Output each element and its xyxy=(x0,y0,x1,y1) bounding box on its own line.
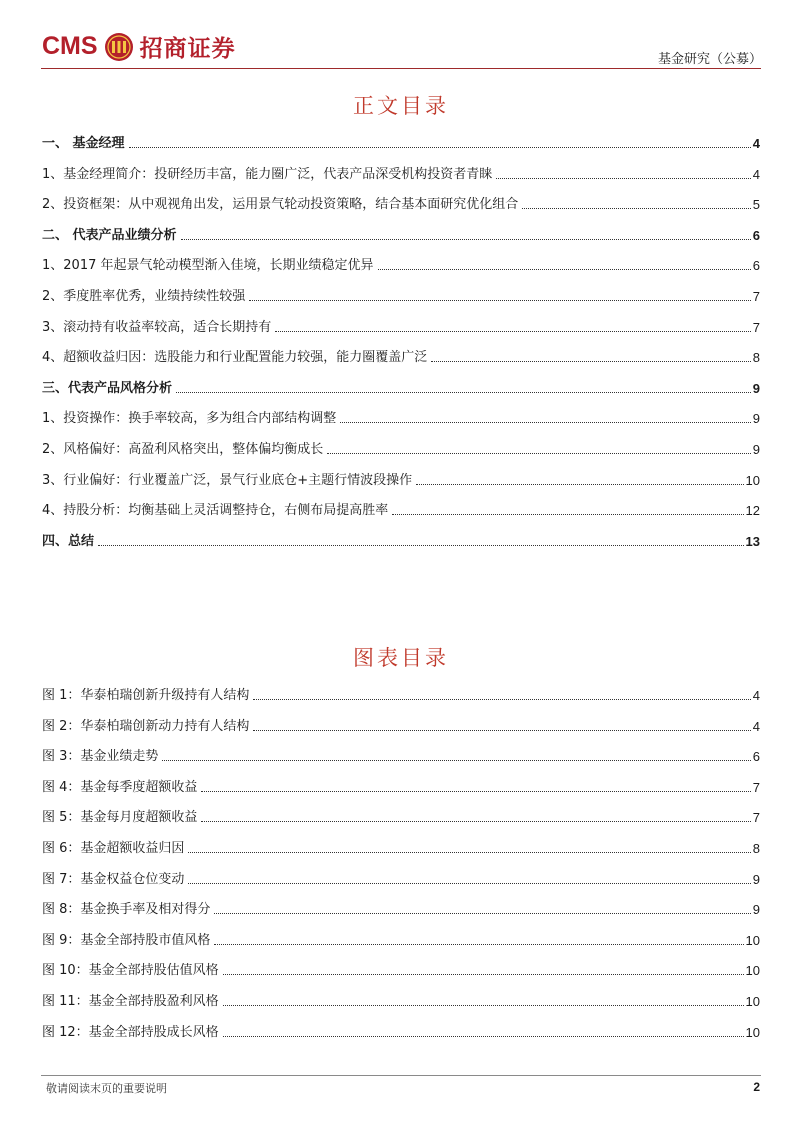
footer-divider xyxy=(41,1075,761,1076)
toc-entry-label: 图 10：基金全部持股估值风格 xyxy=(42,963,219,979)
toc-leader-dots xyxy=(176,392,751,393)
toc-entry-label: 图 3：基金业绩走势 xyxy=(42,749,159,765)
toc-entry-page: 4 xyxy=(752,688,760,703)
toc-entry-page: 5 xyxy=(752,197,760,213)
toc-entry-label: 图 1：华泰柏瑞创新升级持有人结构 xyxy=(42,688,250,703)
report-category: 基金研究（公募） xyxy=(657,52,762,67)
company-logo xyxy=(42,30,236,63)
footer-disclaimer: 敬请阅读末页的重要说明 xyxy=(46,1082,167,1095)
toc-entry[interactable] xyxy=(42,438,760,458)
toc-entry[interactable] xyxy=(42,990,760,1010)
toc-entry-label: 图 11：基金全部持股盈利风格 xyxy=(42,994,219,1009)
toc-entry-page: 7 xyxy=(752,810,760,826)
toc-entry[interactable] xyxy=(42,193,760,213)
toc-entry-page: 6 xyxy=(752,258,760,274)
toc-leader-dots xyxy=(392,514,743,515)
toc-leader-dots xyxy=(253,730,750,731)
toc-entry[interactable] xyxy=(42,377,760,397)
toc-leader-dots xyxy=(181,239,751,240)
toc-entry[interactable] xyxy=(42,868,760,888)
toc-entry-label: 图 12：基金全部持股成长风格 xyxy=(42,1024,219,1040)
toc-entry-label: 1、投资操作：换手率较高，多为组合内部结构调整 xyxy=(42,411,337,427)
toc-leader-dots xyxy=(98,545,744,546)
toc-entry[interactable] xyxy=(42,316,760,336)
toc-figures-title: 图表目录 xyxy=(353,646,449,670)
toc-entry-label: 1、2017 年起景气轮动模型渐入佳境，长期业绩稳定优异 xyxy=(42,258,374,274)
page-number: 2 xyxy=(753,1080,760,1094)
toc-entry-page: 13 xyxy=(745,533,760,549)
toc-entry-page: 4 xyxy=(752,166,760,182)
toc-entry-page: 6 xyxy=(752,227,760,243)
toc-entry[interactable] xyxy=(42,959,760,979)
toc-entry[interactable] xyxy=(42,898,760,918)
toc-entry-label: 4、超额收益归因：选股能力和行业配置能力较强，能力圈覆盖广泛 xyxy=(42,350,428,366)
page-header xyxy=(0,0,802,72)
header-divider xyxy=(41,68,761,69)
toc-entry[interactable] xyxy=(42,407,760,427)
toc-entry-label: 图 8：基金换手率及相对得分 xyxy=(42,902,211,918)
toc-entry-label: 2、投资框架：从中观视角出发，运用景气轮动投资策略，结合基本面研究优化组合 xyxy=(42,197,519,213)
toc-leader-dots xyxy=(249,300,750,301)
toc-entry-label: 2、风格偏好：高盈利风格突出，整体偏均衡成长 xyxy=(42,442,324,457)
toc-entry[interactable] xyxy=(42,254,760,274)
toc-entry[interactable] xyxy=(42,530,760,550)
toc-leader-dots xyxy=(416,484,743,485)
toc-entry-page: 8 xyxy=(752,350,760,366)
toc-leader-dots xyxy=(214,913,750,914)
toc-entry-label: 一、 基金经理 xyxy=(42,136,125,151)
toc-entry[interactable] xyxy=(42,346,760,366)
toc-leader-dots xyxy=(188,852,750,853)
toc-leader-dots xyxy=(188,883,750,884)
toc-leader-dots xyxy=(223,974,744,975)
toc-leader-dots xyxy=(275,331,750,332)
toc-entry-page: 10 xyxy=(745,963,760,979)
toc-entry-page: 9 xyxy=(752,902,760,918)
toc-entry-label: 4、持股分析：均衡基础上灵活调整持仓，右侧布局提高胜率 xyxy=(42,503,389,519)
toc-entry[interactable] xyxy=(42,806,760,826)
logo-emblem-icon xyxy=(104,32,134,62)
toc-entry-label: 三、代表产品风格分析 xyxy=(42,380,173,396)
toc-entry-page: 4 xyxy=(752,136,760,151)
toc-entry-page: 9 xyxy=(752,442,760,457)
toc-leader-dots xyxy=(431,361,750,362)
toc-main-title: 正文目录 xyxy=(353,94,449,118)
toc-entry-page: 10 xyxy=(745,994,760,1009)
logo-text: CMS xyxy=(42,32,98,60)
toc-entry[interactable] xyxy=(42,285,760,305)
toc-entry-label: 3、行业偏好：行业覆盖广泛，景气行业底仓+主题行情波段操作 xyxy=(42,472,413,488)
toc-leader-dots xyxy=(223,1036,744,1037)
toc-entry[interactable] xyxy=(42,929,760,949)
toc-entry[interactable] xyxy=(42,163,760,183)
toc-leader-dots xyxy=(496,178,750,179)
toc-entry-label: 二、 代表产品业绩分析 xyxy=(42,227,177,243)
toc-entry-page: 7 xyxy=(752,779,760,795)
toc-entry[interactable] xyxy=(42,469,760,489)
toc-entry-page: 4 xyxy=(752,718,760,734)
toc-entry[interactable] xyxy=(42,776,760,796)
toc-entry-page: 9 xyxy=(752,380,760,396)
toc-entry-label: 图 9：基金全部持股市值风格 xyxy=(42,932,211,948)
toc-leader-dots xyxy=(378,269,751,270)
toc-leader-dots xyxy=(522,208,750,209)
toc-leader-dots xyxy=(201,821,750,822)
toc-entry-label: 1、基金经理简介：投研经历丰富，能力圈广泛，代表产品深受机构投资者青睐 xyxy=(42,166,493,182)
toc-entry[interactable] xyxy=(42,499,760,519)
toc-entry[interactable] xyxy=(42,837,760,857)
toc-entry-label: 图 7：基金权益仓位变动 xyxy=(42,871,185,887)
toc-entry-page: 9 xyxy=(752,411,760,427)
toc-entry-page: 8 xyxy=(752,841,760,856)
toc-leader-dots xyxy=(129,147,751,148)
toc-leader-dots xyxy=(223,1005,744,1006)
toc-entry[interactable] xyxy=(42,1021,760,1041)
toc-leader-dots xyxy=(253,699,750,700)
toc-leader-dots xyxy=(340,422,750,423)
toc-entry[interactable] xyxy=(42,224,760,244)
toc-entry-page: 9 xyxy=(752,871,760,887)
toc-leader-dots xyxy=(201,791,750,792)
toc-entry-page: 7 xyxy=(752,289,760,304)
toc-entry-page: 10 xyxy=(745,932,760,948)
toc-entry[interactable] xyxy=(42,715,760,735)
toc-entry-page: 6 xyxy=(752,749,760,765)
toc-entry[interactable] xyxy=(42,132,760,152)
toc-leader-dots xyxy=(214,944,743,945)
toc-entry[interactable] xyxy=(42,684,760,704)
toc-entry[interactable] xyxy=(42,745,760,765)
toc-entry-page: 12 xyxy=(745,503,760,519)
logo-cn-text: 招商证券 xyxy=(139,35,236,62)
toc-entry-page: 7 xyxy=(752,319,760,335)
toc-leader-dots xyxy=(327,453,750,454)
toc-entry-label: 2、季度胜率优秀，业绩持续性较强 xyxy=(42,289,246,304)
toc-entry-label: 四、总结 xyxy=(42,533,95,549)
toc-entry-label: 图 4：基金每季度超额收益 xyxy=(42,779,198,795)
toc-entry-label: 图 2：华泰柏瑞创新动力持有人结构 xyxy=(42,718,250,734)
toc-entry-page: 10 xyxy=(745,472,760,488)
toc-entry-label: 3、滚动持有收益率较高，适合长期持有 xyxy=(42,319,272,335)
toc-entry-label: 图 5：基金每月度超额收益 xyxy=(42,810,198,826)
toc-entry-label: 图 6：基金超额收益归因 xyxy=(42,841,185,856)
toc-entry-page: 10 xyxy=(745,1024,760,1040)
toc-leader-dots xyxy=(162,760,750,761)
